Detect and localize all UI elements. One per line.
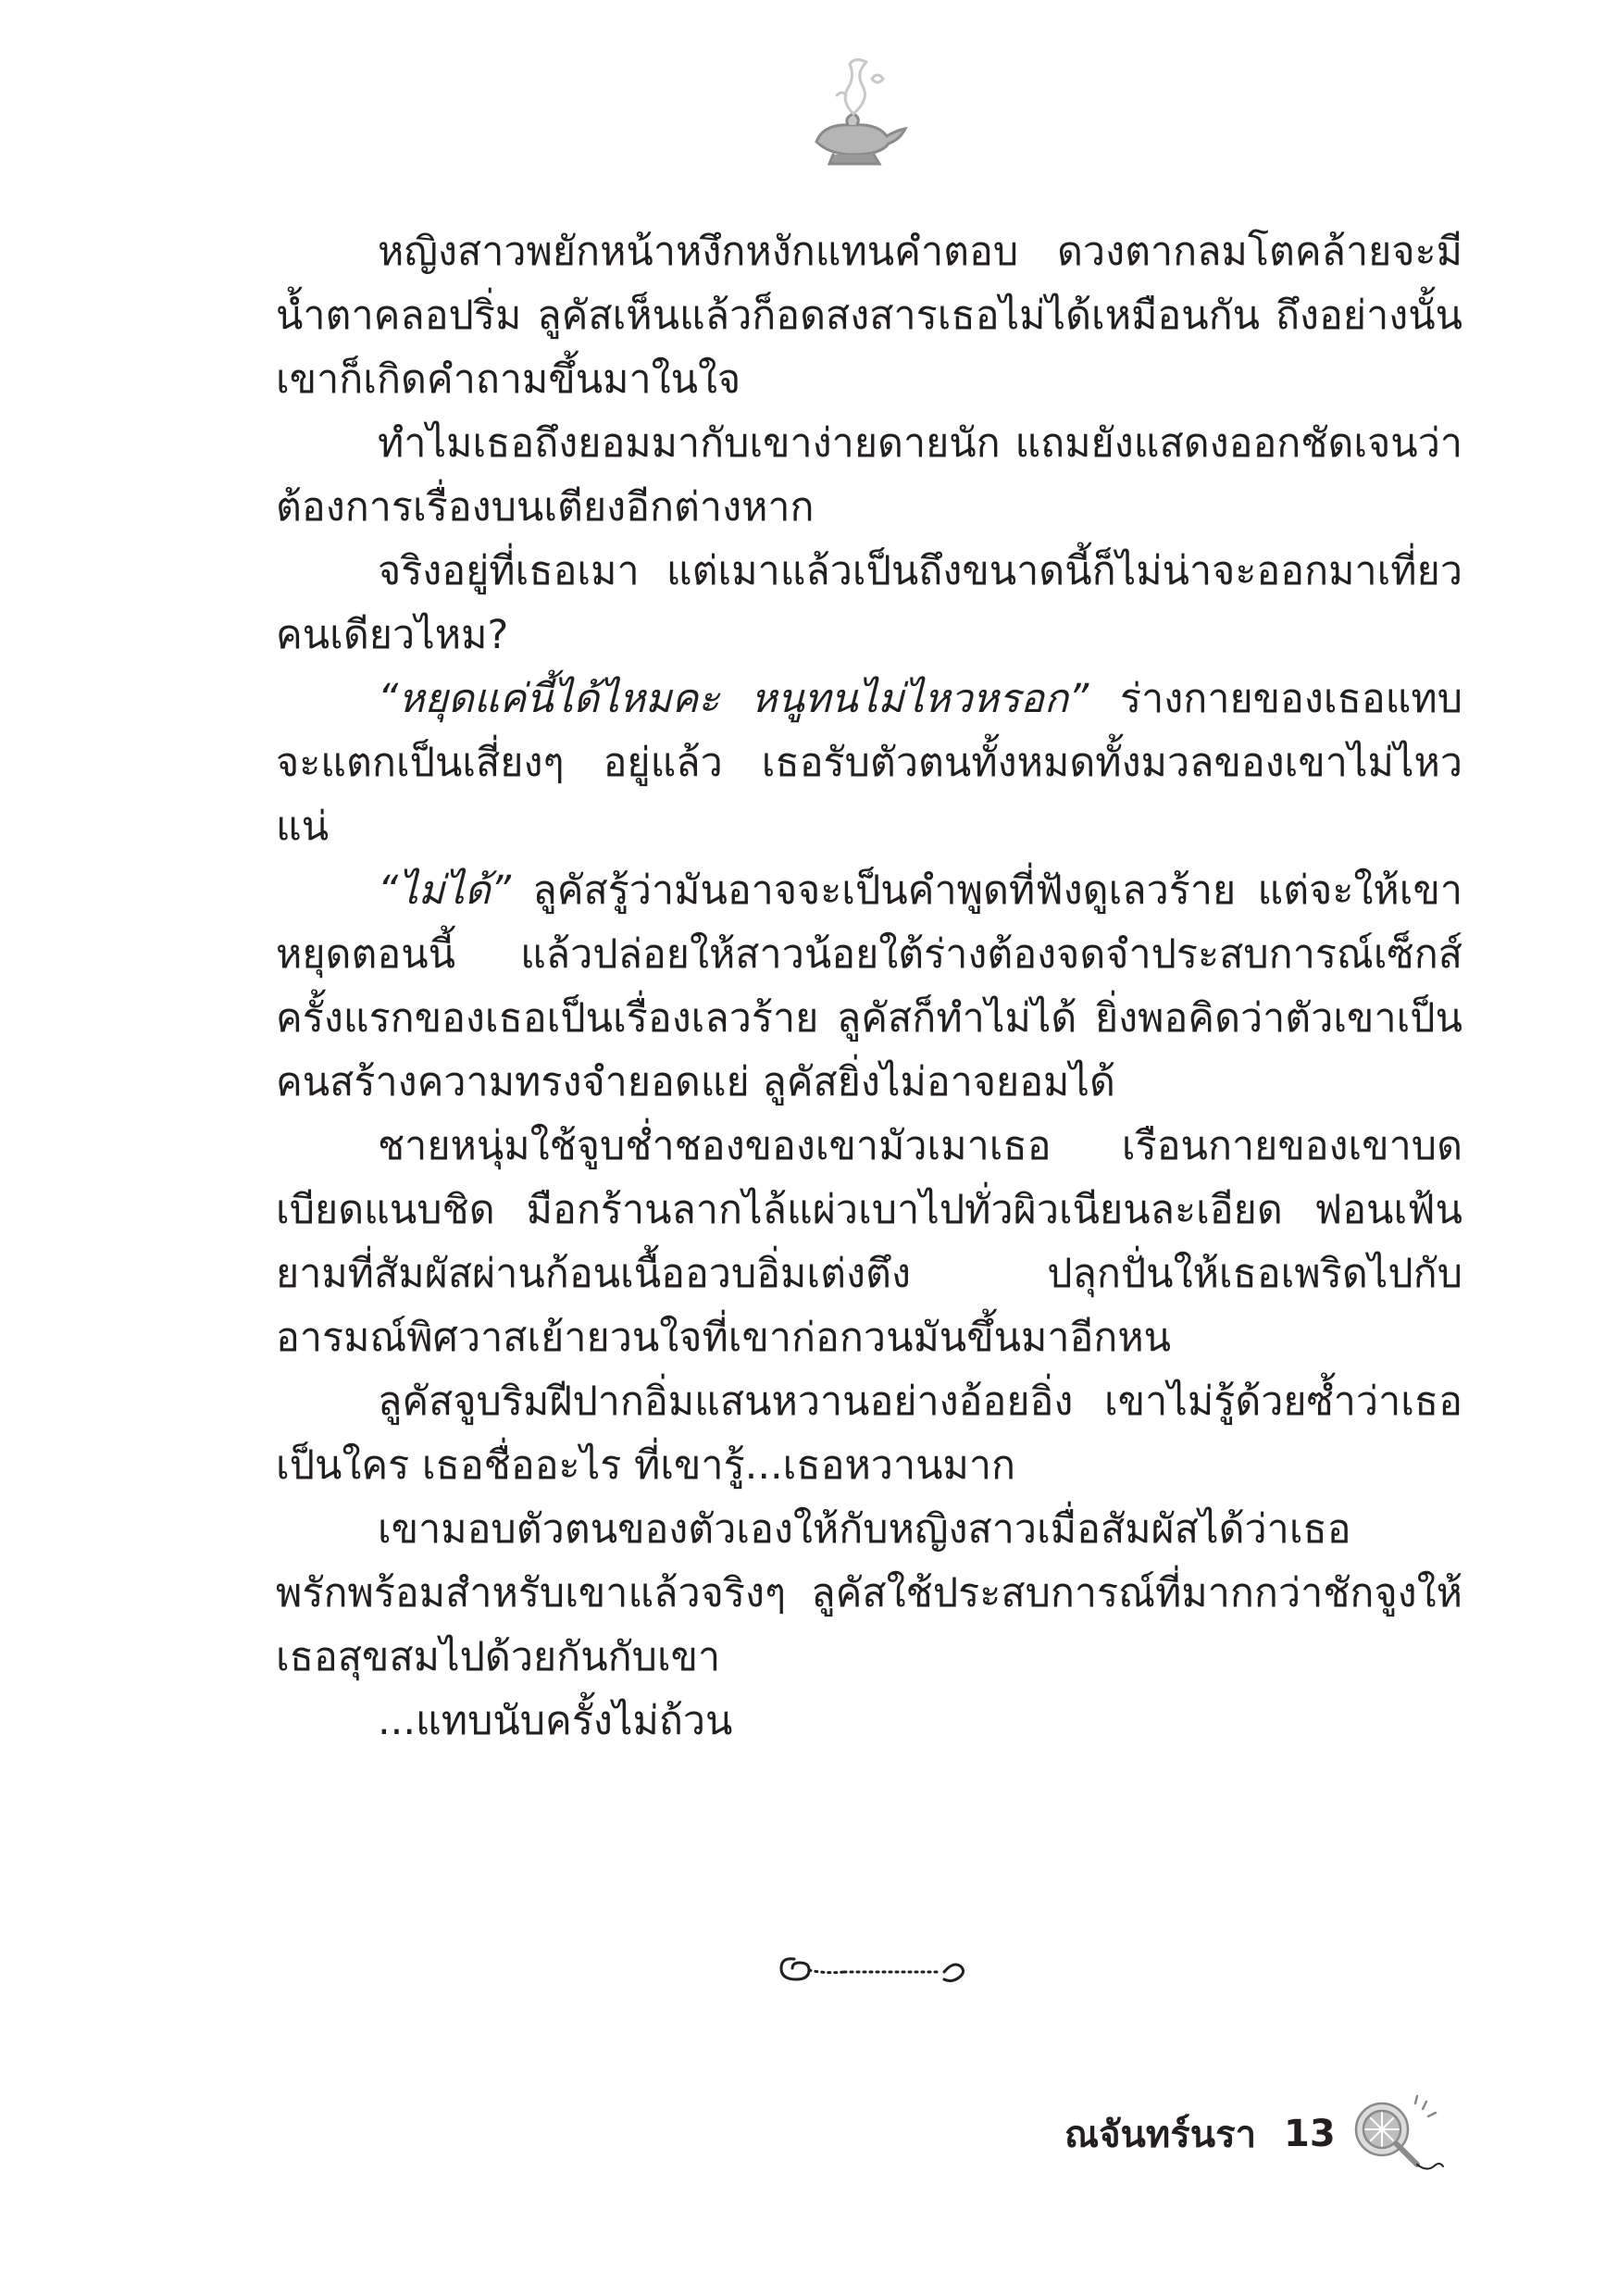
page-number: 13 <box>1284 2113 1336 2155</box>
story-text <box>276 220 1462 1753</box>
paragraph: ชายหนุ่มใช้จูบช่ำชองของเขามัวเมาเธอ เรือนกายของเขาบดเบียดแนบชิด มือกร้านลากไล้แผ่วเบาไปทั่วผิวเนียนละเอียด ฟอนเฟ้นยามที่สัมผัสผ่านก้อนเนื้ออวบอิ่มเต่งตึง ปลุกปั่นให้เธอเพริดไปกับอารมณ์พิศวาสเย้ายวนใจที่เขาก่อกวนมันขึ้นมาอีกหน <box>276 1123 1462 1361</box>
genie-lamp-icon <box>796 51 916 171</box>
swirl-heart-divider-icon <box>770 1942 983 1989</box>
dialogue-quote: “หยุดแค่นี้ได้ไหมคะ หนูทนไม่ไหวหรอก” <box>378 676 1089 722</box>
paragraph: “ไม่ได้” ลูคัสรู้ว่ามันอาจจะเป็นคำพูดที่ฟังดูเลวร้าย แต่จะให้เขาหยุดตอนนี้ แล้วปล่อยให้สาวน้อยใต้ร่างต้องจดจำประสบการณ์เซ็กส์ครั้งแรกของเธอเป็นเรื่องเลวร้าย ลูคัสก็ทำไม่ได้ ยิ่งพอคิดว่าตัวเขาเป็นคนสร้างความทรงจำยอดแย่ ลูคัสยิ่งไม่อาจยอมได้ <box>276 867 1462 1105</box>
paragraph: ลูคัสจูบริมฝีปากอิ่มแสนหวานอย่างอ้อยอิ่ง เขาไม่รู้ด้วยซ้ำว่าเธอเป็นใคร เธอชื่ออะไร ที่เขารู้...เธอหวานมาก <box>276 1379 1462 1489</box>
paragraph: เขามอบตัวตนของตัวเองให้กับหญิงสาวเมื่อสัมผัสได้ว่าเธอพรักพร้อมสำหรับเขาแล้วจริงๆ ลูคัสใช้ประสบการณ์ที่มากกว่าชักจูงให้เธอสุขสมไปด้วยกันกับเขา <box>276 1506 1462 1680</box>
microphone-icon <box>1343 2092 1445 2176</box>
paragraph: จริงอยู่ที่เธอเมา แต่เมาแล้วเป็นถึงขนาดนี้ก็ไม่น่าจะออกมาเที่ยวคนเดียวไหม? <box>276 548 1462 658</box>
author-name: ณจันทร์นรา <box>1064 2114 1257 2156</box>
paragraph: “หยุดแค่นี้ได้ไหมคะ หนูทนไม่ไหวหรอก” ร่างกายของเธอแทบจะแตกเป็นเสี่ยงๆ อยู่แล้ว เธอรับตัวตนทั้งหมดทั้งมวลของเขาไม่ไหวแน่ <box>276 676 1462 850</box>
paragraph: หญิงสาวพยักหน้าหงึกหงักแทนคำตอบ ดวงตากลมโตคล้ายจะมีน้ำตาคลอปริ่ม ลูคัสเห็นแล้วก็อดสงสารเธอไม่ได้เหมือนกัน ถึงอย่างนั้นเขาก็เกิดคำถามขึ้นมาในใจ <box>276 229 1462 403</box>
paragraph: ...แทบนับครั้งไม่ถ้วน <box>378 1698 733 1744</box>
paragraph: ทำไมเธอถึงยอมมากับเขาง่ายดายนัก แถมยังแสดงออกชัดเจนว่าต้องการเรื่องบนเตียงอีกต่างหาก <box>276 420 1462 530</box>
dialogue-quote: “ไม่ได้” <box>378 867 512 914</box>
page-footer <box>1064 2102 1445 2166</box>
